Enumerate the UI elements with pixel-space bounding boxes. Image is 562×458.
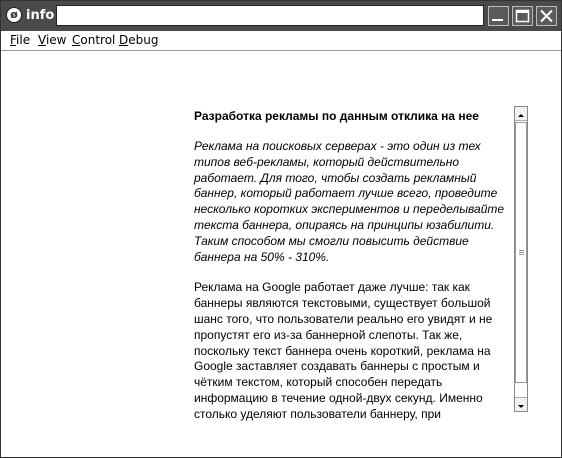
menu-debug[interactable] (119, 33, 158, 48)
menu-debug-label: ebug (128, 33, 159, 47)
minimize-button[interactable] (488, 6, 509, 26)
menu-control-mnemonic: C (72, 33, 81, 47)
title-bar[interactable] (1, 1, 561, 31)
title-input-field[interactable] (56, 5, 484, 26)
menu-bar (1, 31, 561, 51)
grip-line (519, 250, 524, 251)
arrow-down-icon (515, 400, 527, 413)
scroll-thumb[interactable] (515, 122, 527, 383)
menu-debug-mnemonic: D (119, 33, 129, 47)
menu-control-label: ontrol (80, 33, 116, 47)
minimize-icon (491, 9, 506, 23)
article-paragraph-intro: Реклама на поисковых серверах - это один из тех типов веб-рекламы, который действительно работает. Для того, чтобы создать рекламный баннер, который работает лучше всего, проведите несколько коротких экспериментов и переделывайте текста баннера, опираясь на принципы юзабилити. Таким способом мы смогли повысить действие баннера на 50% - 310%. (194, 139, 505, 264)
window-title: info (26, 8, 55, 23)
menu-file-mnemonic: F (10, 33, 17, 47)
grip-line (519, 254, 524, 255)
close-icon (539, 9, 554, 23)
menu-file-label: ile (16, 33, 31, 47)
menu-control[interactable] (72, 33, 115, 48)
close-button[interactable] (536, 6, 557, 26)
maximize-button[interactable] (512, 6, 533, 26)
article-heading: Разработка рекламы по данным отклика на нее (194, 109, 479, 123)
vertical-scrollbar[interactable] (514, 106, 528, 412)
maximize-icon (515, 9, 530, 23)
article-paragraph-body: Реклама на Google работает даже лучше: так как баннеры являются текстовыми, существует большой шанс того, что пользователи реально его увидят и не пропустят его из-за баннерной слепоты. Так же, поскольку текст баннера очень короткий, реклама на Google заставляет создавать баннеры с простым и чётким текстом, который способен передать информацию в течение одной-двух секунд. Именно столько уделяют пользователи баннеру, при (194, 280, 493, 421)
arrow-up-icon (515, 109, 527, 122)
menu-view[interactable] (38, 33, 66, 48)
menu-view-mnemonic: V (38, 33, 46, 47)
app-logo-icon: ø (6, 7, 22, 23)
grip-line (519, 252, 524, 253)
menu-file[interactable] (10, 33, 30, 48)
scroll-up-button[interactable] (515, 107, 527, 121)
article-text-area[interactable] (194, 109, 512, 421)
scroll-down-button[interactable] (515, 397, 527, 411)
menu-view-label: iew (45, 33, 67, 47)
